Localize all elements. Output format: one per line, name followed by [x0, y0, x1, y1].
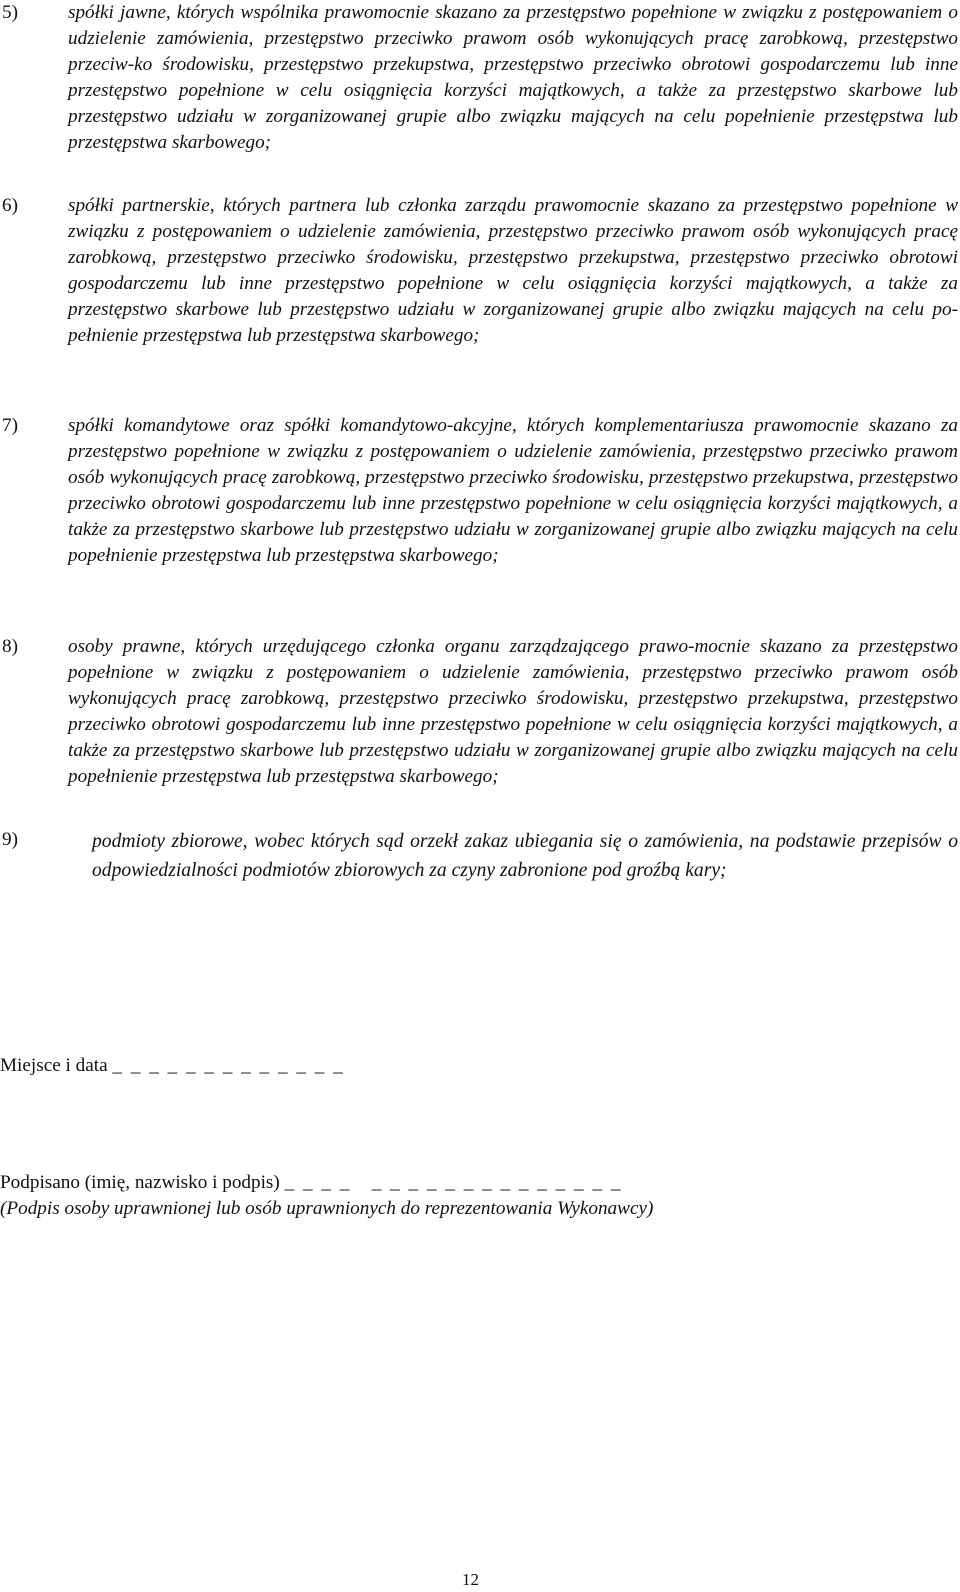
list-item-text: spółki jawne, których wspólnika prawomocnie skazano za przestępstwo popełnione w związku z postępowaniem o udzielenie zamówienia, przestępstwo przeciwko prawom osób wykonujących pracę zarobkową, przestępstwo przeciw-ko środowisku, przestępstwo przekupstwa, przestępstwo przeciwko obrotowi gospodarczemu lub inne przestępstwo popełnione w celu osiągnięcia korzyści majątkowych, a także za przestępstwo skarbowe lub przestępstwo udziału w zorganizowanej grupie albo związku mających na celu popełnienie przestępstwa lub przestępstwa skarbowego; [68, 2, 958, 153]
signed-label: Podpisano (imię, nazwisko i podpis) [0, 1172, 280, 1193]
list-item-text: spółki komandytowe oraz spółki komandytowo-akcyjne, których komplementariusza prawomocnie skazano za przestępstwo popełnione w związku z postępowaniem o udzielenie zamówienia, przestępstwo przeciwko prawom osób wykonujących pracę zarobkową, przestępstwo przeciwko środowisku, przestępstwo przekupstwa, przestępstwo przeciwko obrotowi gospodarczemu lub inne przestępstwo popełnione w celu osiągnięcia korzyści majątkowych, a także za przestępstwo skarbowe lub przestępstwo udziału w zorganizowanej grupie albo związku mających na celu popełnienie przestępstwa lub przestępstwa skarbowego; [68, 415, 958, 566]
page-number: 12 [462, 1570, 479, 1589]
list-item-number: 9) [2, 829, 18, 850]
list-item-number: 7) [2, 415, 18, 436]
list-item-text: osoby prawne, których urzędującego członka organu zarządzającego prawo-mocnie skazano za przestępstwo popełnione w związku z postępowaniem o udzielenie zamówienia, przestępstwo przeciwko prawom osób wykonujących pracę zarobkową, przestępstwo przeciwko środowisku, przestępstwo przekupstwa, przestępstwo przeciwko obrotowi gospodarczemu lub inne przestępstwo popełnione w celu osiągnięcia korzyści majątkowych, a także za przestępstwo skarbowe lub przestępstwo udziału w zorganizowanej grupie albo związku mających na celu popełnienie przestępstwa lub przestępstwa skarbowego; [68, 636, 958, 787]
signature-note: (Podpis osoby uprawnionej lub osób uprawnionych do reprezentowania Wykonawcy) [0, 1198, 654, 1219]
list-item-number: 8) [2, 636, 18, 657]
list-item-6 [2, 193, 958, 349]
list-item-number: 5) [2, 2, 18, 23]
list-item-text: podmioty zbiorowe, wobec których sąd orzekł zakaz ubiegania się o zamówienia, na podstawie przepisów o odpowiedzialności podmiotów zbiorowych za czyny zabronione pod groźbą kary; [92, 831, 958, 881]
signed-blanks: _ _ _ _ _ _ _ _ _ _ _ _ _ _ _ _ _ _ [284, 1172, 623, 1193]
place-date-blanks: _ _ _ _ _ _ _ _ _ _ _ _ _ [112, 1055, 345, 1076]
list-item-7 [2, 413, 958, 569]
list-item-text: spółki partnerskie, których partnera lub członka zarządu prawomocnie skazano za przestępstwo popełnione w związku z postępowaniem o udzielenie zamówienia, przestępstwo przeciwko prawom osób wykonujących pracę zarobkową, przestępstwo przeciwko środowisku, przestępstwo przekupstwa, przestępstwo przeciwko obrotowi gospodarczemu lub inne przestępstwo popełnione w celu osiągnięcia korzyści majątkowych, a także za przestępstwo skarbowe lub przestępstwo udziału w zorganizowanej grupie albo związku mających na celu po-pełnienie przestępstwa lub przestępstwa skarbowego; [68, 195, 958, 346]
place-date-label: Miejsce i data [0, 1055, 108, 1076]
list-item-5 [2, 0, 958, 156]
list-item-9 [2, 827, 958, 885]
list-item-number: 6) [2, 195, 18, 216]
list-item-8 [2, 634, 958, 790]
place-date-line [0, 1055, 345, 1077]
signature-line [0, 1172, 622, 1194]
